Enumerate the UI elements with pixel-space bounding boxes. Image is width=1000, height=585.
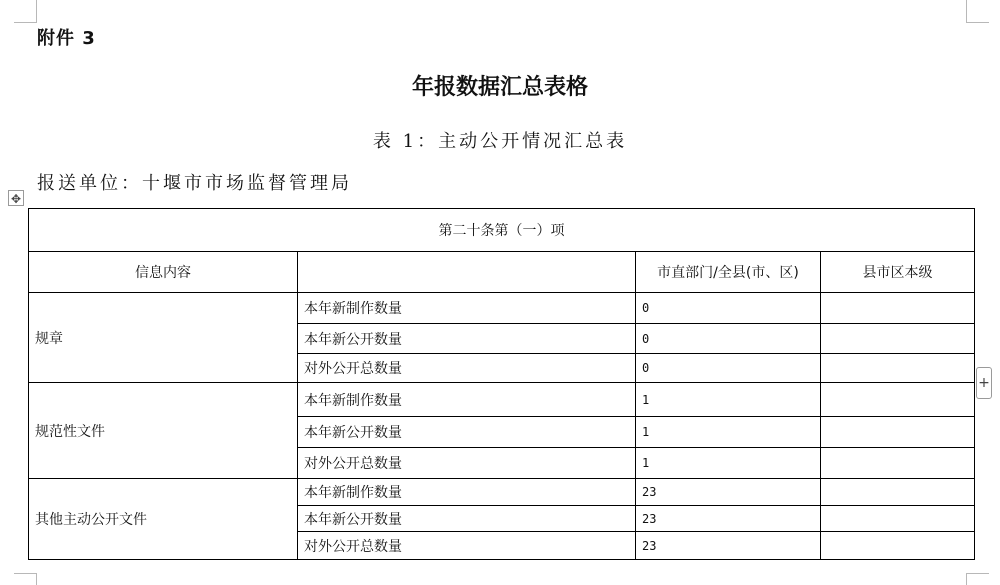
item-cell[interactable]: 本年新制作数量 xyxy=(298,479,636,506)
dept-value-cell[interactable]: 23 xyxy=(636,506,821,532)
page-corner-mark-top-right xyxy=(966,0,989,23)
item-cell[interactable]: 本年新公开数量 xyxy=(298,506,636,532)
category-cell[interactable]: 其他主动公开文件 xyxy=(29,479,298,560)
county-value-cell[interactable] xyxy=(821,532,975,560)
category-cell[interactable]: 规范性文件 xyxy=(29,383,298,479)
section-header-cell[interactable]: 第二十条第（一）项 xyxy=(29,209,975,252)
dept-value-cell[interactable]: 0 xyxy=(636,293,821,324)
county-value-cell[interactable] xyxy=(821,417,975,448)
report-table xyxy=(28,208,975,560)
county-value-cell[interactable] xyxy=(821,383,975,417)
item-cell[interactable]: 本年新公开数量 xyxy=(298,324,636,354)
table-subtitle: 表 1：主动公开情况汇总表 xyxy=(372,131,628,152)
column-header-county-level[interactable]: 县市区本级 xyxy=(821,252,975,293)
dept-value-cell[interactable]: 23 xyxy=(636,479,821,506)
county-value-cell[interactable] xyxy=(821,448,975,479)
dept-value-cell[interactable]: 1 xyxy=(636,383,821,417)
move-icon[interactable]: ✥ xyxy=(8,190,24,206)
reporting-unit: 报送单位：十堰市市场监督管理局 xyxy=(37,173,352,194)
column-header-city-departments[interactable]: 市直部门/全县(市、区) xyxy=(636,252,821,293)
item-cell[interactable]: 对外公开总数量 xyxy=(298,354,636,383)
county-value-cell[interactable] xyxy=(821,506,975,532)
county-value-cell[interactable] xyxy=(821,293,975,324)
item-cell[interactable]: 对外公开总数量 xyxy=(298,448,636,479)
item-cell[interactable]: 对外公开总数量 xyxy=(298,532,636,560)
dept-value-cell[interactable]: 1 xyxy=(636,417,821,448)
county-value-cell[interactable] xyxy=(821,324,975,354)
dept-value-cell[interactable]: 1 xyxy=(636,448,821,479)
column-header-item[interactable] xyxy=(298,252,636,293)
category-cell[interactable]: 规章 xyxy=(29,293,298,383)
dept-value-cell[interactable]: 0 xyxy=(636,324,821,354)
county-value-cell[interactable] xyxy=(821,479,975,506)
page-corner-mark-bottom-right xyxy=(966,573,989,585)
item-cell[interactable]: 本年新制作数量 xyxy=(298,383,636,417)
page-corner-mark-bottom-left xyxy=(14,573,37,585)
page-corner-mark-top-left xyxy=(14,0,37,23)
page-title: 年报数据汇总表格 xyxy=(411,75,588,100)
column-header-info-content[interactable]: 信息内容 xyxy=(29,252,298,293)
dept-value-cell[interactable]: 23 xyxy=(636,532,821,560)
plus-icon[interactable]: + xyxy=(976,367,992,399)
item-cell[interactable]: 本年新公开数量 xyxy=(298,417,636,448)
county-value-cell[interactable] xyxy=(821,354,975,383)
item-cell[interactable]: 本年新制作数量 xyxy=(298,293,636,324)
dept-value-cell[interactable]: 0 xyxy=(636,354,821,383)
attachment-label: 附件 3 xyxy=(37,28,96,49)
